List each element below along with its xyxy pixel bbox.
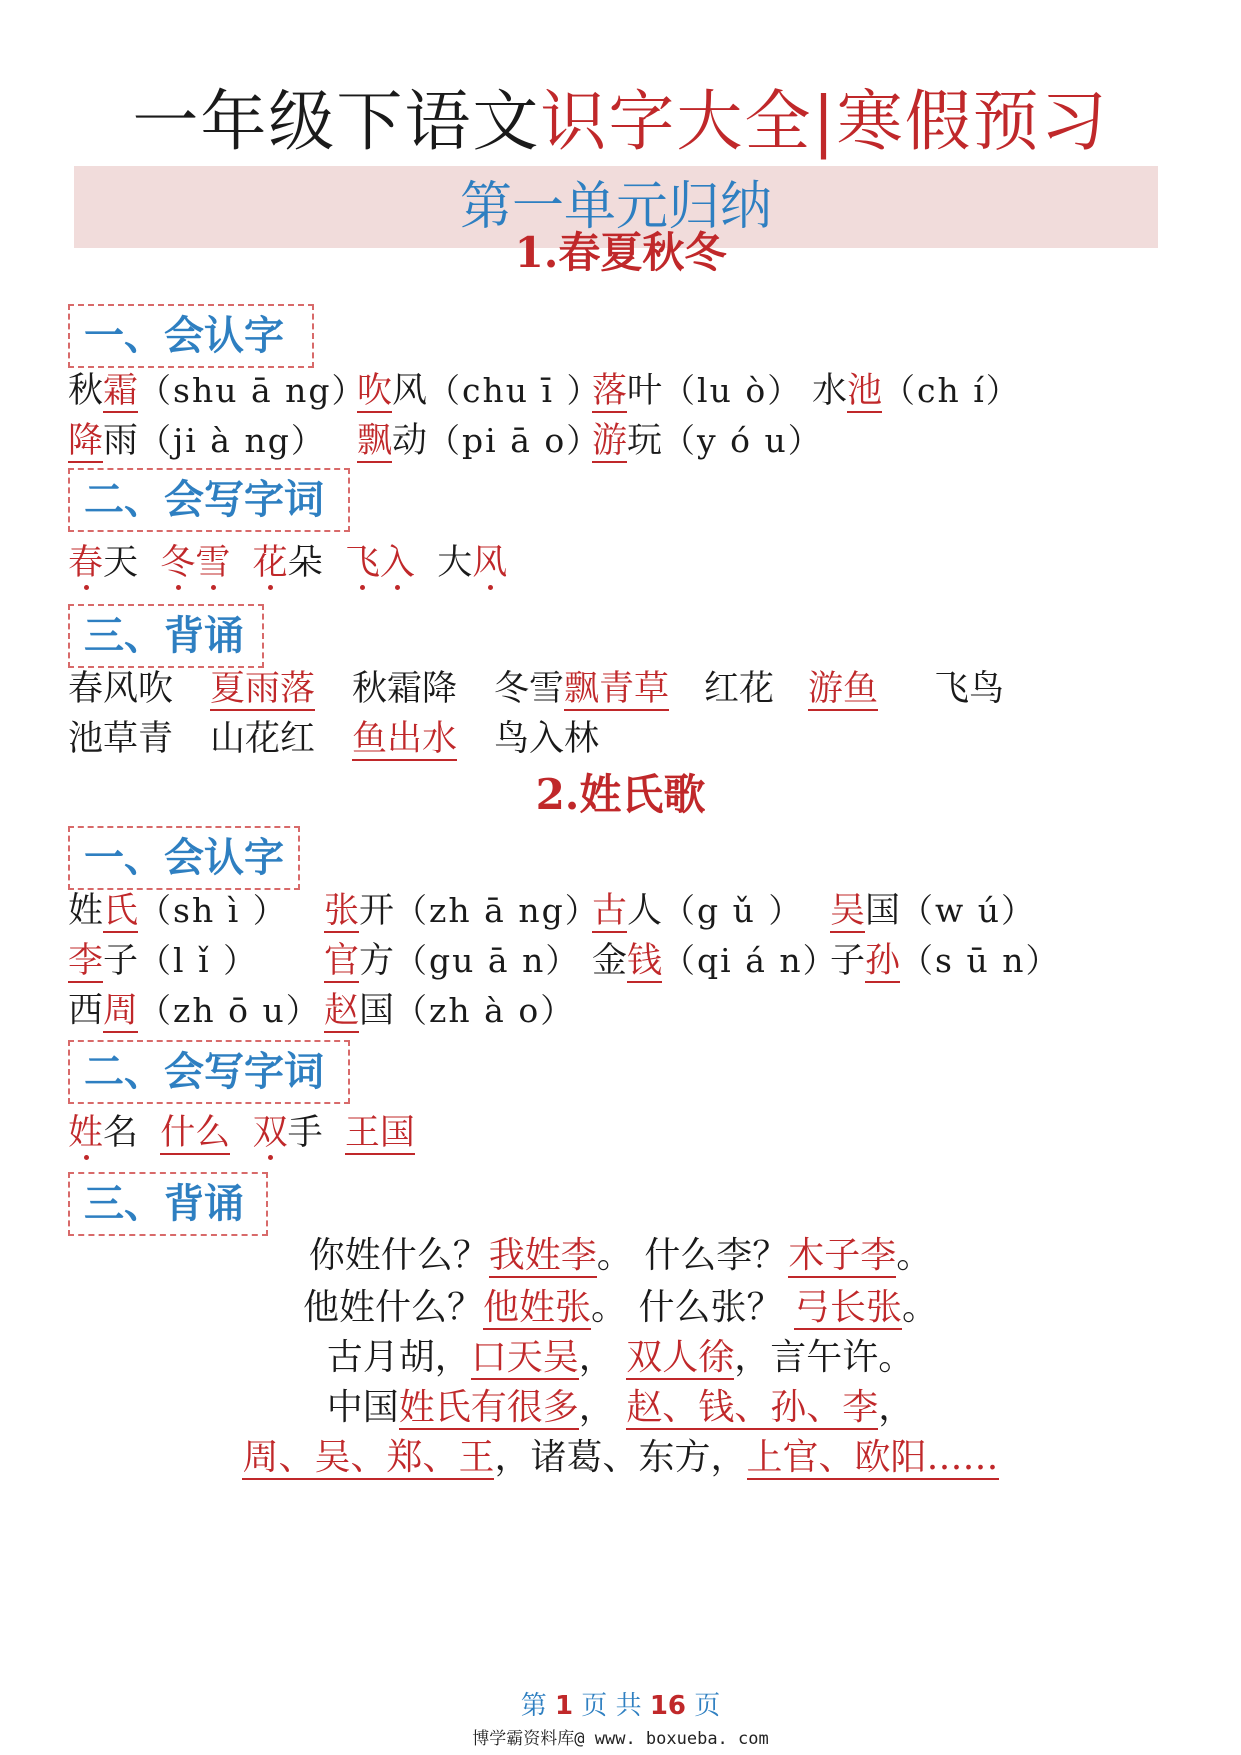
char-item: 古人（g ǔ ） bbox=[592, 891, 804, 931]
write-word-char: 冬 bbox=[160, 543, 196, 583]
page-title bbox=[0, 82, 1241, 162]
write-word-char: 王国 bbox=[344, 1113, 415, 1153]
lesson-2-write-heading: 二、会写字词 bbox=[84, 1048, 324, 1095]
title-black: 一年级下语文 bbox=[132, 83, 541, 160]
char-item: 西周（zh ō u） bbox=[68, 991, 321, 1031]
char-item: 张开（zh ā ng） bbox=[324, 891, 600, 931]
lesson-1-recite-heading: 三、背诵 bbox=[84, 612, 244, 659]
poem-line: 他姓什么？他姓张。 什么张？ 弓长张。 bbox=[303, 1287, 938, 1328]
write-words-row: 春天 冬雪 花朵 飞入 大风 bbox=[68, 543, 508, 583]
recite-phrase: 飞鸟 bbox=[934, 669, 1005, 709]
lesson-1-write-heading: 二、会写字词 bbox=[84, 476, 324, 523]
recite-phrase: 冬雪飘青草 bbox=[494, 669, 670, 709]
lesson-1-recognize-heading: 一、会认字 bbox=[84, 312, 284, 359]
write-word-char: 双 bbox=[252, 1113, 288, 1153]
char-item: 秋霜（shu ā ng） bbox=[68, 371, 367, 411]
unit-title: 第一单元归纳 bbox=[459, 177, 772, 237]
char-item: 降雨（ji à ng） bbox=[68, 421, 326, 461]
char-item: 子孙（s ū n） bbox=[830, 941, 1061, 981]
write-word-char: 姓 bbox=[68, 1113, 104, 1153]
poem-line: 中国姓氏有很多， 赵、钱、孙、李， bbox=[326, 1387, 915, 1428]
char-item: 姓氏（sh ì ） bbox=[68, 891, 288, 931]
char-item: 飘动（pi ā o） bbox=[357, 421, 602, 461]
recite-phrase: 春风吹 bbox=[68, 669, 174, 709]
char-item: 游玩（y ó u） bbox=[592, 421, 823, 461]
lesson-1-heading: 1.春夏秋冬 bbox=[514, 228, 727, 277]
lesson-2-recite-heading: 三、背诵 bbox=[84, 1180, 244, 1227]
char-item: 落叶（lu ò） bbox=[592, 371, 803, 411]
recite-phrase: 山花红 bbox=[210, 719, 316, 759]
poem-line: 周、吴、郑、王，诸葛、东方，上官、欧阳…… bbox=[242, 1437, 999, 1478]
recite-phrase: 秋霜降 bbox=[352, 669, 458, 709]
char-item: 官方（gu ā n） bbox=[324, 941, 581, 981]
title-red: 识字大全|寒假预习 bbox=[540, 83, 1109, 160]
char-item: 吹风（chu ī ） bbox=[357, 371, 602, 411]
write-word-char: 什么 bbox=[160, 1113, 231, 1153]
write-word-char: 花 bbox=[252, 543, 288, 583]
lesson-2-heading: 2.姓氏歌 bbox=[535, 770, 706, 819]
recite-phrase: 池草青 bbox=[68, 719, 174, 759]
page-number: 第 1 页 共 16 页 bbox=[520, 1691, 721, 1721]
char-item: 金钱（qi á n） bbox=[592, 941, 838, 981]
recite-phrase: 红花 bbox=[704, 669, 775, 709]
write-word-char: 春 bbox=[68, 543, 104, 583]
footer-site: 博学霸资料库@ www. boxueba. com bbox=[472, 1729, 769, 1749]
write-word-char: 飞 bbox=[344, 543, 380, 583]
lesson-2-recognize-heading: 一、会认字 bbox=[84, 834, 284, 881]
char-item: 赵国（zh à o） bbox=[324, 991, 576, 1031]
poem-line: 你姓什么？我姓李。 什么李？木子李。 bbox=[308, 1235, 933, 1276]
recite-phrase: 鱼出水 bbox=[352, 719, 458, 759]
recite-phrase: 夏雨落 bbox=[210, 669, 316, 709]
char-item: 吴国（w ú） bbox=[830, 891, 1037, 931]
recite-phrase: 游鱼 bbox=[808, 669, 879, 709]
write-words-row: 姓名 什么 双手 王国 bbox=[68, 1113, 415, 1153]
char-item: 水池（ch í） bbox=[812, 371, 1021, 411]
recite-phrase: 鸟入林 bbox=[494, 719, 600, 759]
char-item: 李子（l ǐ ） bbox=[68, 941, 259, 981]
poem-line: 古月胡，口天吴， 双人徐，言午许。 bbox=[326, 1337, 915, 1378]
